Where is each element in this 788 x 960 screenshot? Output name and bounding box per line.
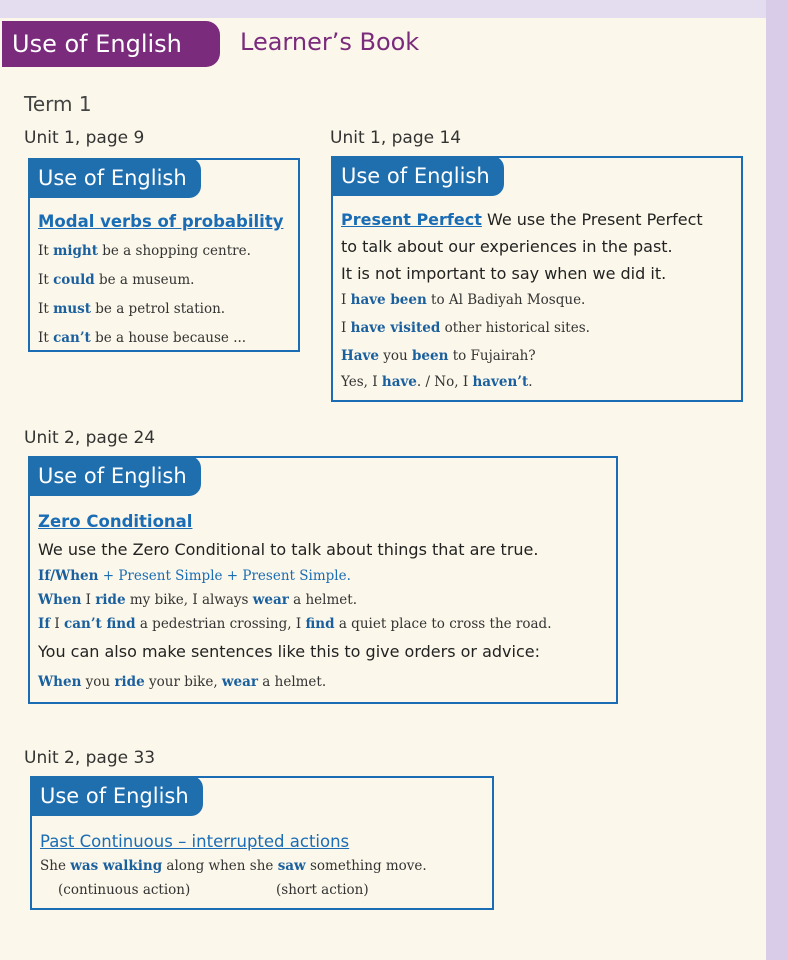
intro-line: to talk about our experiences in the past.	[341, 237, 673, 256]
term-heading: Term 1	[24, 92, 92, 116]
box-heading: Present Perfect	[341, 210, 482, 229]
use-of-english-box-zero-conditional	[28, 456, 618, 704]
use-of-english-box-present-perfect	[331, 156, 743, 402]
unit-label-u1-p9: Unit 1, page 9	[24, 128, 145, 148]
example-line: She was walking along when she saw something move.	[40, 858, 427, 874]
page-top-border	[0, 0, 788, 18]
box-heading: Past Continuous – interrupted actions	[40, 832, 350, 851]
header-pill: Use of English	[2, 21, 220, 67]
box-tab: Use of English	[331, 156, 504, 196]
annotation-note: (continuous action)	[58, 882, 191, 898]
annotation-note: (short action)	[276, 882, 369, 898]
page-right-border	[766, 0, 788, 960]
example-line: If I can’t find a pedestrian crossing, I find a quiet place to cross the road.	[38, 616, 552, 632]
unit-label-u2-p33: Unit 2, page 33	[24, 748, 156, 768]
example-line: It can’t be a house because ...	[38, 330, 247, 346]
example-line: It might be a shopping centre.	[38, 243, 251, 259]
unit-label-u1-p14: Unit 1, page 14	[330, 128, 462, 148]
intro-line: It is not important to say when we did it.	[341, 264, 667, 283]
example-line: I have been to Al Badiyah Mosque.	[341, 292, 586, 308]
unit-label-u2-p24: Unit 2, page 24	[24, 428, 156, 448]
box-tab: Use of English	[30, 776, 203, 816]
example-line: It could be a museum.	[38, 272, 195, 288]
box-heading: Zero Conditional	[38, 512, 193, 531]
explanation-line: You can also make sentences like this to give orders or advice:	[38, 642, 540, 661]
example-line: When you ride your bike, wear a helmet.	[38, 674, 327, 690]
box-tab: Use of English	[28, 158, 201, 198]
page-title: Learner’s Book	[240, 28, 420, 56]
example-line: I have visited other historical sites.	[341, 320, 590, 336]
example-line: Yes, I have. / No, I haven’t.	[341, 374, 533, 390]
intro-line: Present Perfect We use the Present Perfect	[341, 210, 703, 229]
explanation-line: We use the Zero Conditional to talk about things that are true.	[38, 540, 539, 559]
box-tab: Use of English	[28, 456, 201, 496]
example-line: When I ride my bike, I always wear a helmet.	[38, 592, 357, 608]
example-line: If/When + Present Simple + Present Simple.	[38, 568, 351, 584]
box-heading: Modal verbs of probability	[38, 212, 284, 231]
use-of-english-box-modal-verbs	[28, 158, 300, 352]
use-of-english-box-past-continuous	[30, 776, 494, 910]
example-line: It must be a petrol station.	[38, 301, 226, 317]
example-line: Have you been to Fujairah?	[341, 348, 536, 364]
